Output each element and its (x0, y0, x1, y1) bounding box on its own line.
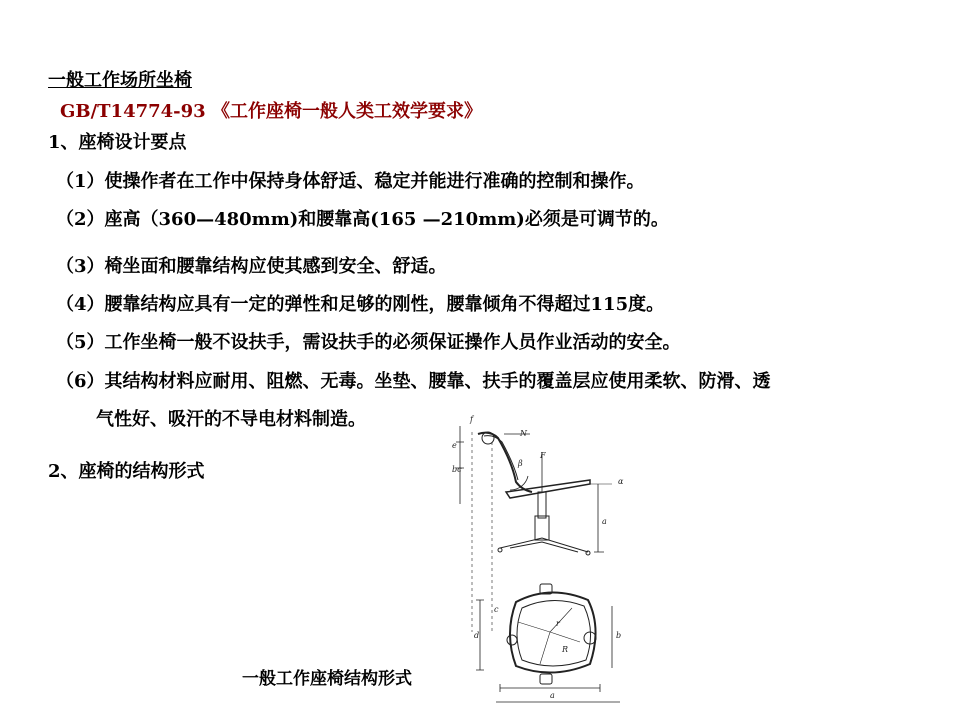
chair-structure-diagram (440, 412, 680, 708)
diagram-label: F (540, 451, 546, 460)
diagram-label: β (518, 459, 523, 468)
section-heading-design-points: 1、座椅设计要点 (48, 132, 187, 153)
section-heading-structure: 2、座椅的结构形式 (48, 461, 205, 482)
diagram-label: b (616, 631, 622, 640)
diagram-label: e (452, 441, 457, 450)
diagram-label: α (618, 477, 624, 486)
diagram-label: a (602, 517, 607, 526)
list-item: （2）座高（360—480mm)和腰靠高(165 —210mm)必须是可调节的。 (56, 209, 669, 230)
list-item: （4）腰靠结构应具有一定的弹性和足够的刚性，腰靠倾角不得超过115度。 (56, 294, 665, 315)
diagram-label: c (494, 605, 499, 614)
diagram-label: N (520, 429, 527, 438)
list-item: （3）椅坐面和腰靠结构应使其感到安全、舒适。 (56, 256, 447, 277)
diagram-caption: 一般工作座椅结构形式 (242, 669, 412, 689)
diagram-label: R (562, 645, 569, 654)
page-title: 一般工作场所坐椅 (48, 70, 192, 91)
standard-reference: GB/T14774-93 《工作座椅一般人类工效学要求》 (60, 101, 482, 122)
diagram-label: r (556, 619, 560, 628)
list-item: （5）工作坐椅一般不设扶手，需设扶手的必须保证操作人员作业活动的安全。 (56, 332, 681, 353)
diagram-label: f (470, 415, 473, 424)
diagram-label: bc (452, 465, 462, 474)
list-item: 气性好、吸汗的不导电材料制造。 (96, 409, 366, 430)
diagram-label: d (474, 631, 480, 640)
diagram-label: a (550, 691, 555, 700)
list-item: （1）使操作者在工作中保持身体舒适、稳定并能进行准确的控制和操作。 (56, 171, 645, 192)
list-item: （6）其结构材料应耐用、阻燃、无毒。坐垫、腰靠、扶手的覆盖层应使用柔软、防滑、透 (56, 371, 771, 392)
